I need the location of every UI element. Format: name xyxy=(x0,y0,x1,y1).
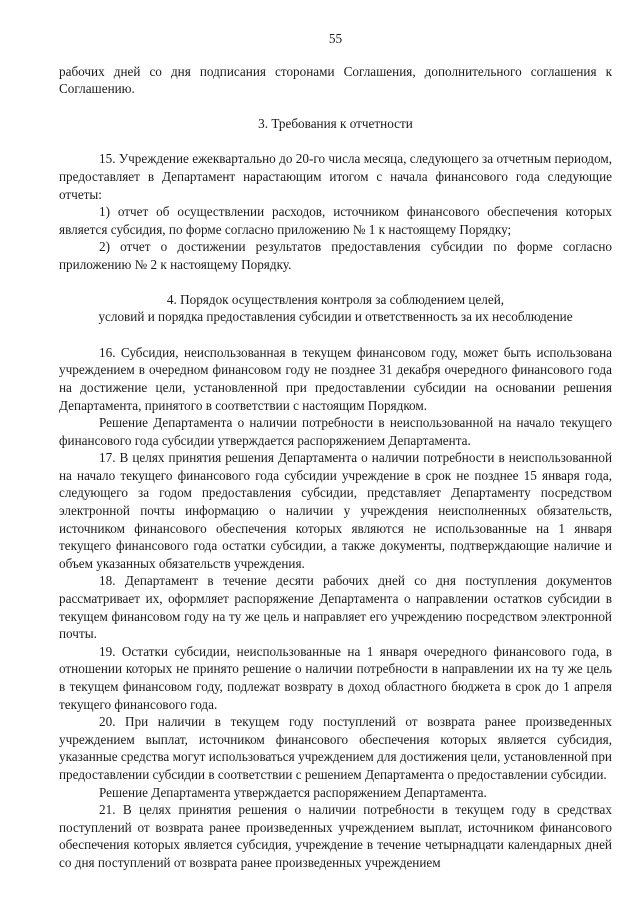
paragraph-18: 18. Департамент в течение десяти рабочих дней со дня поступления документов рассматривает их, оформляет распоряжение Департамента о направлении остатков субсидии в текущем финансовом году на ту же цель и направляет его учреждению посредством электронной почты. xyxy=(59,573,612,642)
spacer xyxy=(59,274,612,291)
paragraph-19: 19. Остатки субсидии, неиспользованные на 1 января очередного финансового года, в отношении которых не принято решение о наличии потребности в направлении их на ту же цель в текущем финансовом году, подлежат возврату в доход областного бюджета в срок до 1 апреля текущего финансового года. xyxy=(59,643,612,712)
spacer xyxy=(59,132,612,150)
section-4-heading-line-2: условий и порядка предоставления субсидии и ответственность за их несоблюдение xyxy=(98,309,573,325)
paragraph-20: 20. При наличии в текущем году поступлений от возврата ранее произведенных учреждением выплат, источником финансового обеспечения которых является субсидия, указанные средства могут использоваться учреждением для достижения цели, установленной при предоставлении субсидии в соответствии с решением Департамента о предоставлении субсидии. xyxy=(59,714,612,782)
intro-paragraph: рабочих дней со дня подписания сторонами Соглашения, дополнительного соглашения к Соглашению. xyxy=(59,63,612,97)
section-4-heading-line-1: 4. Порядок осуществления контроля за соблюдением целей, xyxy=(166,291,505,307)
paragraph-15: 15. Учреждение ежеквартально до 20-го числа месяца, следующего за отчетным периодом, предоставляет в Департамент нарастающим итогом с начала финансового года следующие отчеты: xyxy=(59,151,612,202)
paragraph-20-decision: Решение Департамента утверждается распоряжением Департамента. xyxy=(99,784,487,800)
spacer xyxy=(59,98,612,115)
section-3-heading: 3. Требования к отчетности xyxy=(258,115,413,131)
paragraph-16-decision: Решение Департамента о наличии потребности в неиспользованной на начало текущего финансового года субсидии утверждается распоряжением Департамента. xyxy=(59,415,612,448)
paragraph-15-item-1: 1) отчет об осуществлении расходов, источником финансового обеспечения которых является субсидия, по форме согласно приложению № 1 к настоящему Порядку; xyxy=(59,204,612,237)
paragraph-21: 21. В целях принятия решения о наличии потребности в текущем году в средствах поступлений от возврата ранее произведенных учреждением выплат, источником финансового обеспечения которых является субсидия, учреждение в течение четырнадцати календарных дней со дня поступлений от возврата ранее произведенных учреждением xyxy=(59,802,612,870)
paragraph-17: 17. В целях принятия решения Департамента о наличии потребности в неиспользованной на начало текущего финансового года субсидии учреждение в срок не позднее 15 января года, следующего за годом предоставления субсидии, представляет Департаменту посредством электронной почты информацию о наличии у учреждения неисполненных обязательств, источником финансового обеспечения которых являются не использованные на 1 января текущего финансового года остатки субсидии, а также документы, подтверждающие наличие и объем указанных обязательств учреждения. xyxy=(59,450,612,571)
page-number: 55 xyxy=(328,31,343,46)
document-page xyxy=(59,30,612,872)
spacer xyxy=(59,326,612,344)
paragraph-15-item-2: 2) отчет о достижении результатов предоставления субсидии по форме согласно приложению № 2 к настоящему Порядку. xyxy=(59,239,612,272)
paragraph-16: 16. Субсидия, неиспользованная в текущем финансовом году, может быть использована учреждением в очередном финансовом году не позднее 31 декабря очередного финансового года на достижение цели, установленной при предоставлении субсидии на основании решения Департамента, принятого в соответствии с настоящим Порядком. xyxy=(59,344,612,413)
